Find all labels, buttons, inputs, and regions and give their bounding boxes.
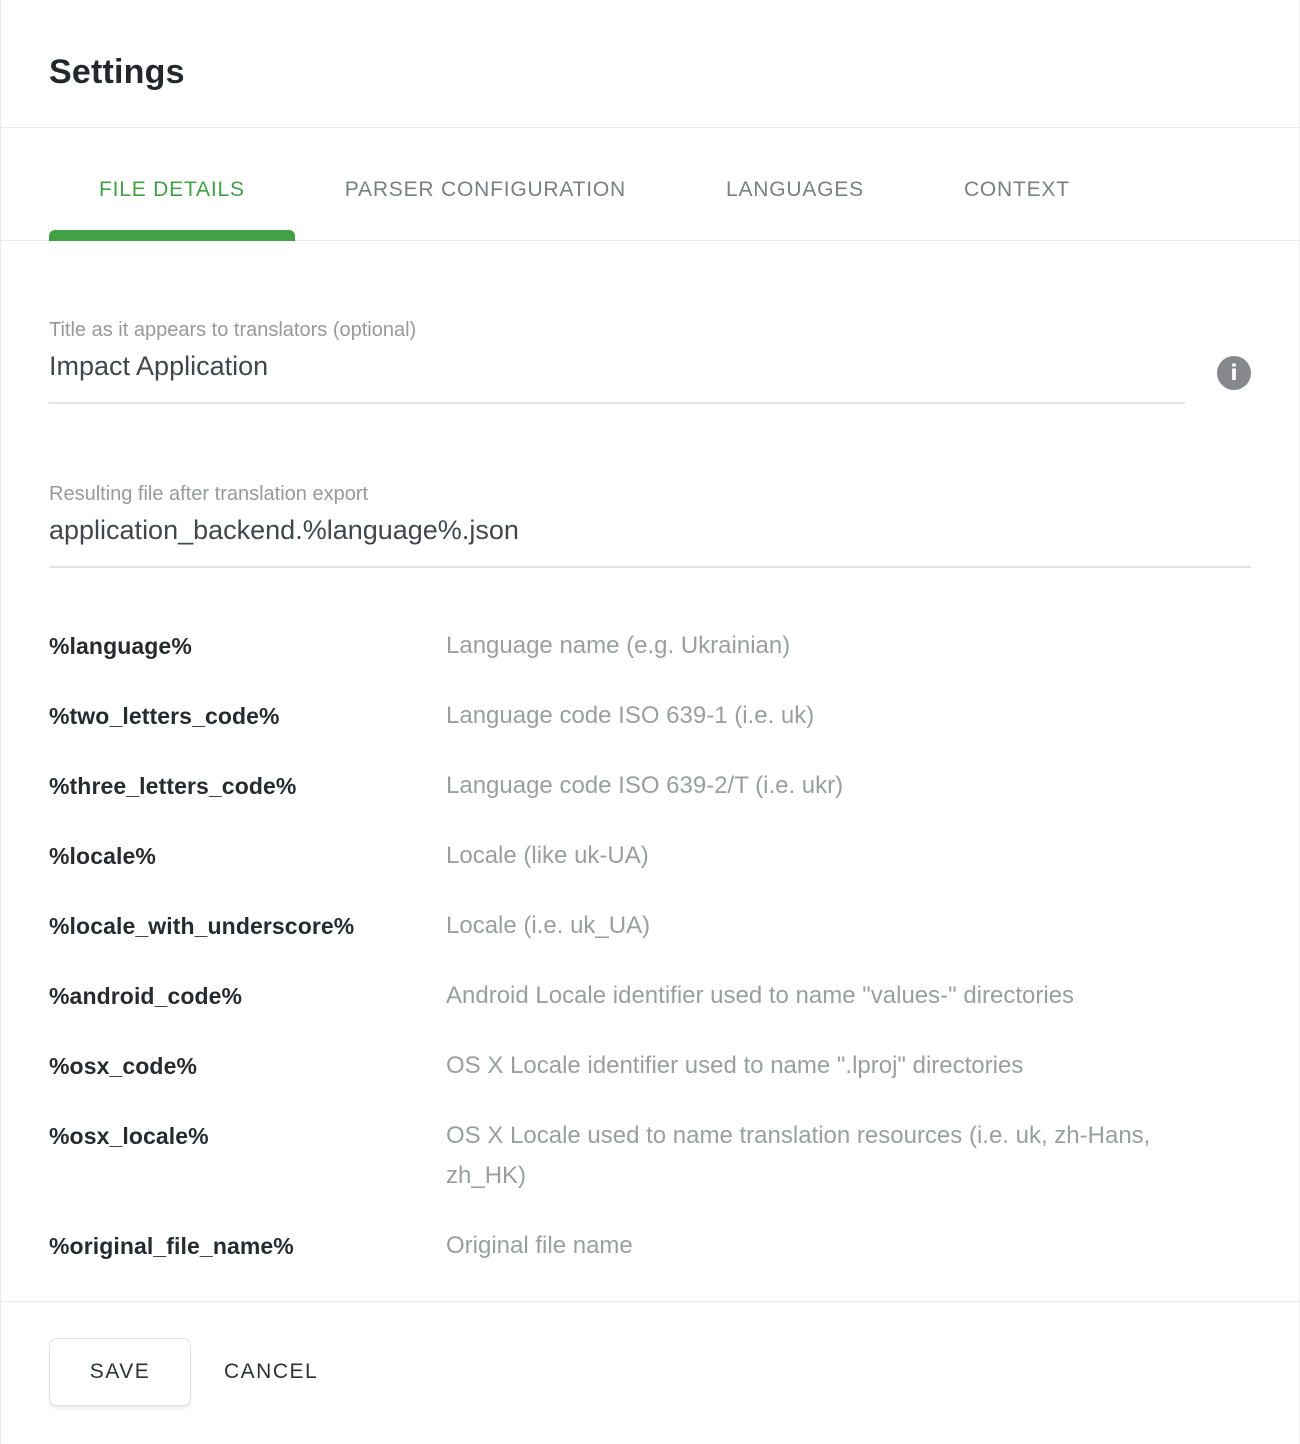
placeholder-row xyxy=(49,626,1251,666)
info-icon[interactable] xyxy=(1217,356,1251,390)
info-icon-glyph: i xyxy=(1230,360,1238,385)
title-input-row xyxy=(49,342,1251,404)
title-field-group xyxy=(49,318,1251,404)
placeholder-name: %three_letters_code% xyxy=(49,773,297,799)
placeholder-row xyxy=(49,1116,1251,1196)
placeholder-list xyxy=(49,626,1251,1266)
placeholder-description: Android Locale identifier used to name "values-" directories xyxy=(446,982,1075,1009)
file-details-panel xyxy=(1,318,1299,1266)
placeholder-description: Locale (i.e. uk_UA) xyxy=(446,912,651,939)
placeholder-row xyxy=(49,766,1251,806)
footer-actions xyxy=(1,1302,1299,1406)
placeholder-row xyxy=(49,696,1251,736)
placeholder-description: Language code ISO 639-1 (i.e. uk) xyxy=(446,702,815,729)
placeholder-description: Language name (e.g. Ukrainian) xyxy=(446,632,791,659)
title-input[interactable] xyxy=(49,349,1185,404)
tab-label: FILE DETAILS xyxy=(99,178,245,201)
placeholder-name: %android_code% xyxy=(49,983,243,1009)
cancel-button[interactable]: CANCEL xyxy=(212,1350,330,1394)
page-title: Settings xyxy=(49,53,185,91)
placeholder-name: %language% xyxy=(49,633,192,659)
placeholder-name: %locale% xyxy=(49,843,156,869)
tab-label: LANGUAGES xyxy=(726,178,864,201)
export-filename-label: Resulting file after translation export xyxy=(49,483,369,505)
settings-header xyxy=(1,0,1299,128)
tab-parser-configuration[interactable] xyxy=(295,140,676,240)
title-input-value: Impact Application xyxy=(49,351,269,381)
placeholder-name: %locale_with_underscore% xyxy=(49,913,355,939)
save-button[interactable]: SAVE xyxy=(49,1338,191,1406)
export-filename-input[interactable] xyxy=(49,513,1251,568)
placeholder-description: Original file name xyxy=(446,1232,633,1259)
placeholder-description: OS X Locale identifier used to name ".lproj" directories xyxy=(446,1052,1024,1079)
placeholder-name: %osx_locale% xyxy=(49,1123,209,1149)
title-field-label: Title as it appears to translators (optional) xyxy=(49,319,417,341)
placeholder-name: %osx_code% xyxy=(49,1053,198,1079)
placeholder-row xyxy=(49,976,1251,1016)
tab-label: CONTEXT xyxy=(963,178,1070,201)
export-filename-field-group xyxy=(49,482,1251,568)
active-tab-indicator xyxy=(49,230,295,241)
placeholder-row xyxy=(49,1046,1251,1086)
placeholder-row xyxy=(49,1226,1251,1266)
tab-label: PARSER CONFIGURATION xyxy=(344,178,627,201)
tab-languages[interactable] xyxy=(676,140,914,240)
tab-bar xyxy=(1,128,1299,241)
placeholder-description: Locale (like uk-UA) xyxy=(446,842,649,869)
placeholder-name: %two_letters_code% xyxy=(49,703,280,729)
export-filename-value: application_backend.%language%.json xyxy=(49,515,519,545)
tab-file-details[interactable] xyxy=(49,140,295,240)
placeholder-row xyxy=(49,906,1251,946)
placeholder-row xyxy=(49,836,1251,876)
tab-context[interactable] xyxy=(914,140,1120,240)
placeholder-description: OS X Locale used to name translation resources (i.e. uk, zh-Hans, zh_HK) xyxy=(446,1122,1151,1189)
placeholder-description: Language code ISO 639-2/T (i.e. ukr) xyxy=(446,772,844,799)
placeholder-name: %original_file_name% xyxy=(49,1233,294,1259)
